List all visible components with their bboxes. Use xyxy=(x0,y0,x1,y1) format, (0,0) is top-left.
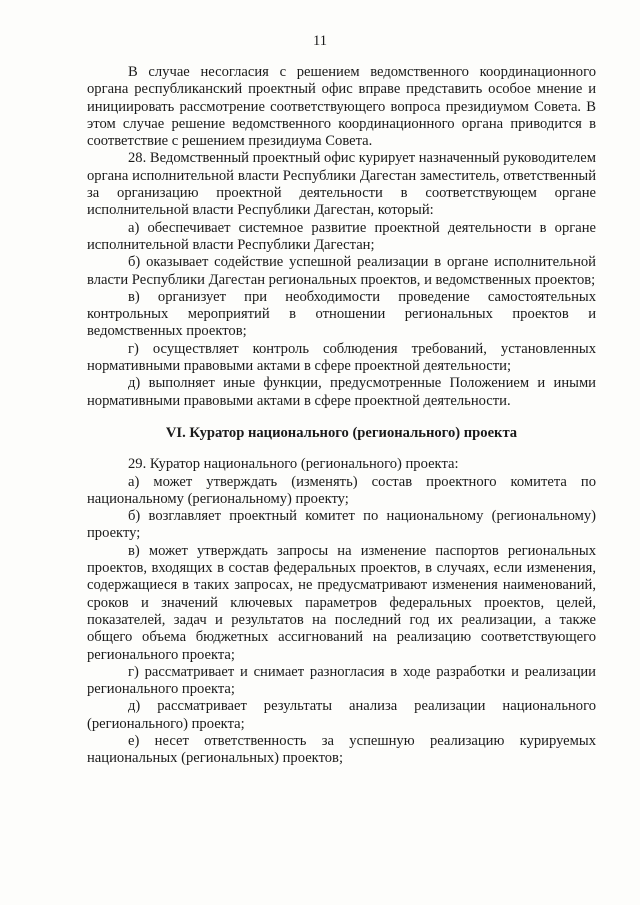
list-item: д) рассматривает результаты анализа реализации национального (регионального) проекта; xyxy=(87,698,596,732)
list-item: а) обеспечивает системное развитие проектной деятельности в органе исполнительной власти Республики Дагестан; xyxy=(87,219,596,253)
list-item: г) рассматривает и снимает разногласия в ходе разработки и реализации регионального проекта; xyxy=(87,663,596,698)
list-item: б) возглавляет проектный комитет по национальному (региональному) проекту; xyxy=(87,508,596,542)
section-heading: VI. Куратор национального (регионального) проекта xyxy=(165,424,518,441)
list-item: а) может утверждать (изменять) состав проектного комитета по национальному (региональному) проекту; xyxy=(87,473,596,507)
paragraph: В случае несогласия с решением ведомственного координационного органа республиканский проектный офис вправе представить особое мнение и инициировать рассмотрение соответствующего вопроса президиумом Совета. В этом случае решение ведомственного координационного органа приводится в соответствие с решением президиума Совета. xyxy=(87,64,596,150)
list-item: б) оказывает содействие успешной реализации в органе исполнительной власти Республики Дагестан региональных проектов, и ведомственных проектов; xyxy=(87,254,596,288)
document-body xyxy=(87,64,596,768)
paragraph: 28. Ведомственный проектный офис курирует назначенный руководителем органа исполнительной власти Республики Дагестан заместитель, ответственный за организацию проектной деятельности в соответствующем органе исполнительной власти Республики Дагестан, который: xyxy=(87,150,596,219)
list-item: г) осуществляет контроль соблюдения требований, установленных нормативными правовыми актами в сфере проектной деятельности; xyxy=(87,340,596,375)
list-item: в) организует при необходимости проведение самостоятельных контрольных мероприятий в отношении региональных проектов и ведомственных проектов; xyxy=(87,288,596,340)
list-item: е) несет ответственность за успешную реализацию курируемых национальных (региональных) проектов; xyxy=(87,732,596,767)
list-item: в) может утверждать запросы на изменение паспортов региональных проектов, входящих в состав федеральных проектов, в случаях, если изменения, содержащиеся в таких запросах, не предусматривают изменения наименований, сроков и значений ключевых параметров федеральных проектов, целей, показателей, задач и результатов на последний год их реализации, а также общего объема бюджетных ассигнований на реализацию соответствующего регионального проекта; xyxy=(87,542,596,663)
page-number: 11 xyxy=(313,33,327,49)
list-item: д) выполняет иные функции, предусмотренные Положением и иными нормативными правовыми актами в сфере проектной деятельности. xyxy=(87,375,596,409)
paragraph: 29. Куратор национального (регионального) проекта: xyxy=(128,456,459,473)
